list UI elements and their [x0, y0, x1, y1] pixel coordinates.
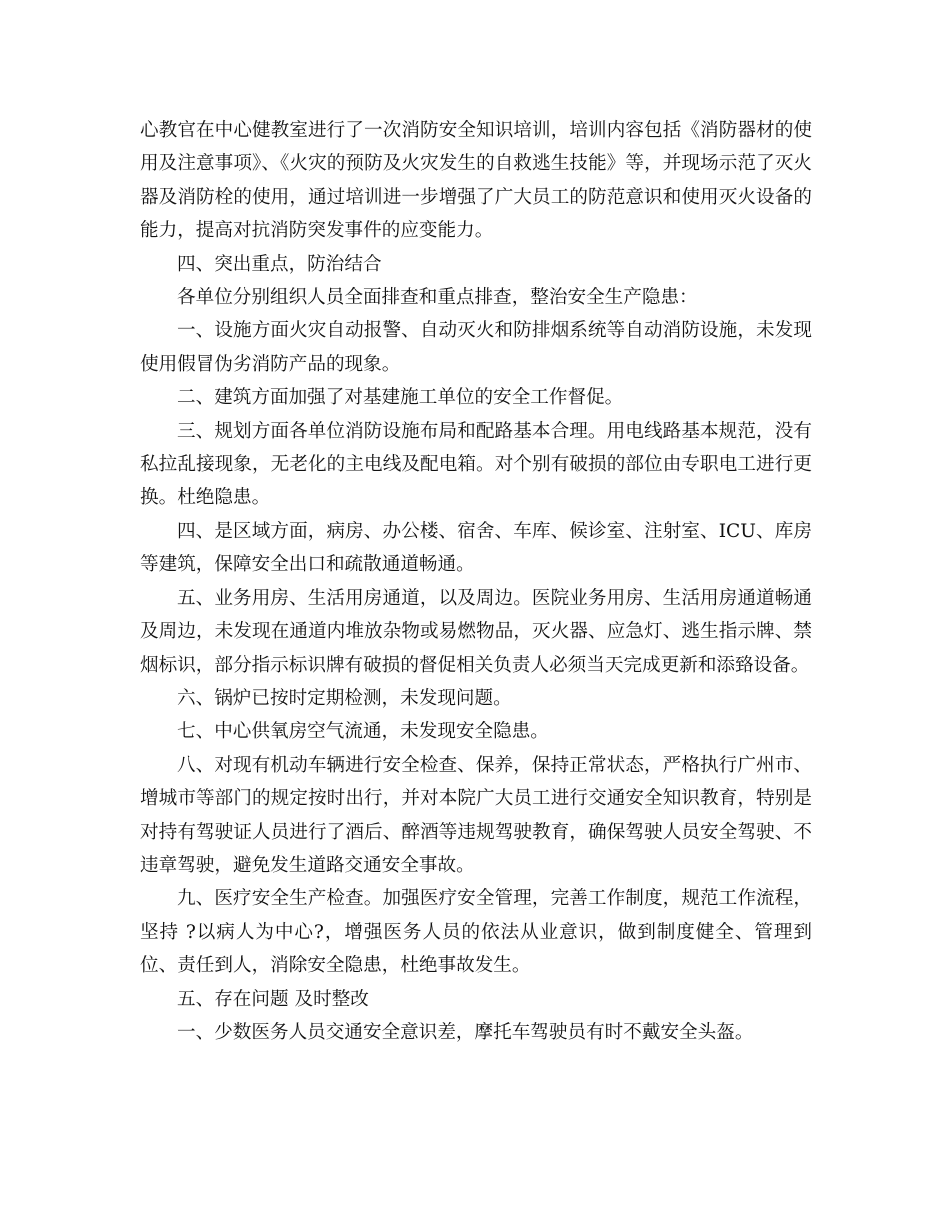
- document-page: [140, 114, 812, 1049]
- paragraph-item-medical-safety: 九、医疗安全生产检查。加强医疗安全管理，完善工作制度，规范工作流程，坚持 ?以病人为中心?，增强医务人员的依法从业意识，做到制度健全、管理到位、责任到人，消除安全隐患，杜绝事故发生。: [140, 888, 812, 977]
- paragraph-training: 心教官在中心健教室进行了一次消防安全知识培训，培训内容包括《消防器材的使用及注意事项》、《火灾的预防及火灾发生的自救逃生技能》等，并现场示范了灭火器及消防栓的使用，通过培训进一步增强了广大员工的防范意识和使用灭火设备的能力，提高对抗消防突发事件的应变能力。: [140, 120, 812, 242]
- paragraph-item-passages: 五、业务用房、生活用房通道，以及周边。医院业务用房、生活用房通道畅通及周边，未发现在通道内堆放杂物或易燃物品，灭火器、应急灯、逃生指示牌、禁烟标识，部分指示标识牌有破损的督促相关负责人必须当天完成更新和添臵设备。: [140, 587, 812, 676]
- heading-section-five: 五、存在问题 及时整改: [177, 988, 369, 1010]
- paragraph-item-oxygen-room: 七、中心供氧房空气流通，未发现安全隐患。: [177, 721, 549, 743]
- paragraph-item-boiler: 六、锅炉已按时定期检测，未发现问题。: [177, 687, 512, 709]
- heading-section-four: 四、突出重点，防治结合: [177, 253, 382, 275]
- paragraph-item-areas: 四、是区域方面，病房、办公楼、宿舍、车库、候诊室、注射室、ICU、库房等建筑，保障安全出口和疏散通道畅通。: [140, 520, 812, 576]
- paragraph-item-planning: 三、规划方面各单位消防设施布局和配路基本合理。用电线路基本规范，没有私拉乱接现象，无老化的主电线及配电箱。对个别有破损的部位由专职电工进行更换。杜绝隐患。: [140, 420, 812, 509]
- paragraph-issue-one: 一、少数医务人员交通安全意识差，摩托车驾驶员有时不戴安全头盔。: [177, 1021, 754, 1043]
- paragraph-item-vehicles: 八、对现有机动车辆进行安全检查、保养，保持正常状态，严格执行广州市、增城市等部门的规定按时出行，并对本院广大员工进行交通安全知识教育，特别是对持有驾驶证人员进行了酒后、醉酒等违规驾驶教育，确保驾驶人员安全驾驶、不违章驾驶，避免发生道路交通安全事故。: [140, 754, 812, 876]
- paragraph-item-facilities: 一、设施方面火灾自动报警、自动灭火和防排烟系统等自动消防设施，未发现使用假冒伪劣消防产品的现象。: [140, 320, 812, 375]
- paragraph-inspection-intro: 各单位分别组织人员全面排查和重点排查，整治安全生产隐患：: [177, 287, 698, 309]
- paragraph-item-construction: 二、建筑方面加强了对基建施工单位的安全工作督促。: [177, 387, 624, 409]
